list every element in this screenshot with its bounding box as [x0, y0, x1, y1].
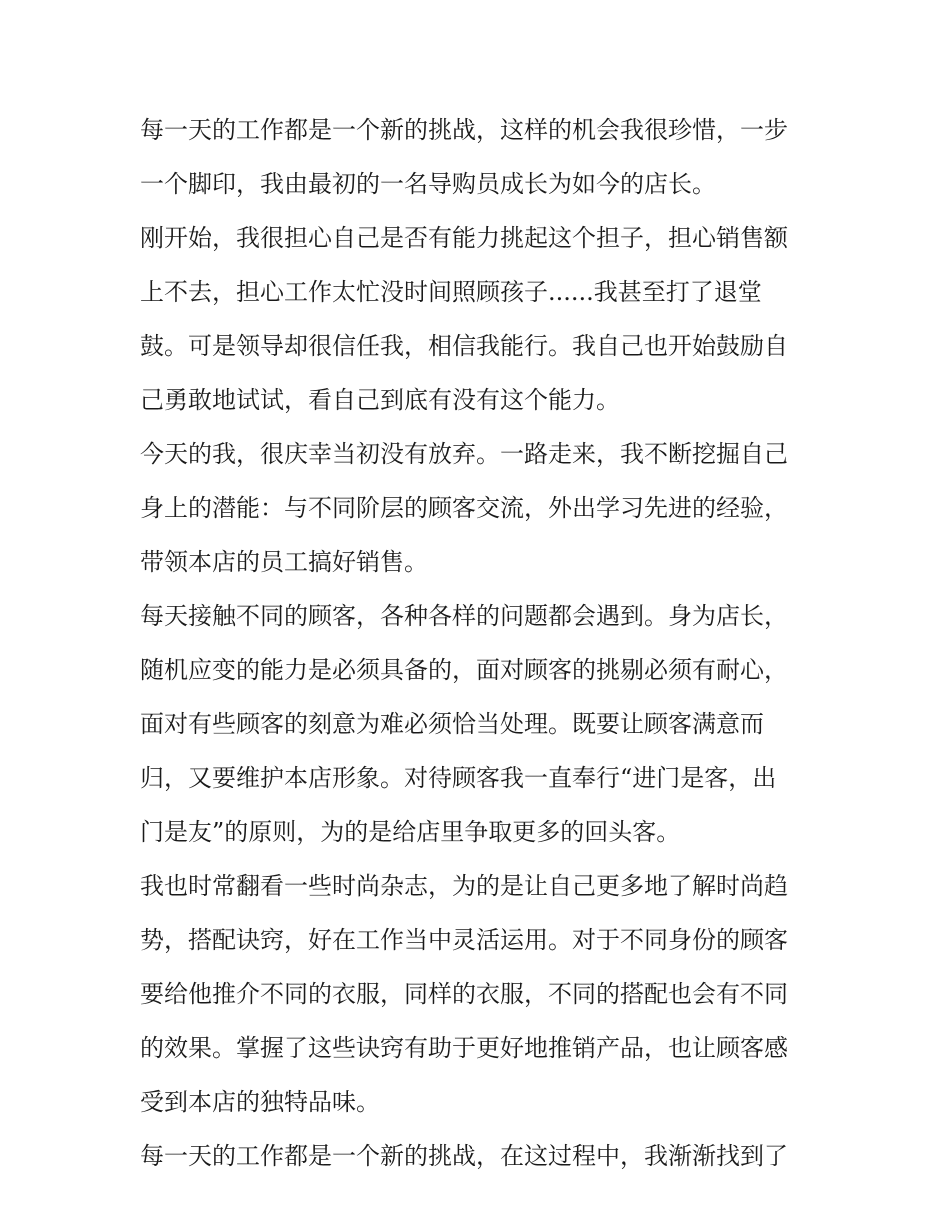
body-text	[140, 107, 820, 1187]
text-line: 随机应变的能力是必须具备的，面对顾客的挑剔必须有耐心，	[140, 656, 788, 684]
text-line: 一个脚印，我由最初的一名导购员成长为如今的店长。	[140, 170, 716, 198]
text-line: 每一天的工作都是一个新的挑战，在这过程中，我渐渐找到了	[140, 1142, 788, 1170]
text-line: 上不去，担心工作太忙没时间照顾孩子......我甚至打了退堂	[140, 278, 762, 306]
text-line: 的效果。掌握了这些诀窍有助于更好地推销产品，也让顾客感	[140, 1034, 788, 1062]
text-line: 身上的潜能：与不同阶层的顾客交流，外出学习先进的经验，	[140, 494, 788, 522]
text-line: 己勇敢地试试，看自己到底有没有这个能力。	[140, 386, 620, 414]
text-line: 每一天的工作都是一个新的挑战，这样的机会我很珍惜，一步	[140, 116, 788, 144]
text-line: 我也时常翻看一些时尚杂志，为的是让自己更多地了解时尚趋	[140, 872, 788, 900]
text-line: 势，搭配诀窍，好在工作当中灵活运用。对于不同身份的顾客	[140, 926, 788, 954]
text-line: 鼓。可是领导却很信任我，相信我能行。我自己也开始鼓励自	[140, 332, 788, 360]
text-line: 要给他推介不同的衣服，同样的衣服，不同的搭配也会有不同	[140, 980, 788, 1008]
text-line: 门是友”的原则，为的是给店里争取更多的回头客。	[140, 818, 681, 846]
text-line: 面对有些顾客的刻意为难必须恰当处理。既要让顾客满意而	[140, 710, 764, 738]
text-line: 带领本店的员工搞好销售。	[140, 548, 428, 576]
text-line: 今天的我，很庆幸当初没有放弃。一路走来，我不断挖掘自己	[140, 440, 788, 468]
text-line: 每天接触不同的顾客，各种各样的问题都会遇到。身为店长，	[140, 602, 788, 630]
text-line: 刚开始，我很担心自己是否有能力挑起这个担子，担心销售额	[140, 224, 788, 252]
text-line: 归，又要维护本店形象。对待顾客我一直奉行“进门是客，出	[140, 764, 777, 792]
text-line: 受到本店的独特品味。	[140, 1088, 380, 1116]
